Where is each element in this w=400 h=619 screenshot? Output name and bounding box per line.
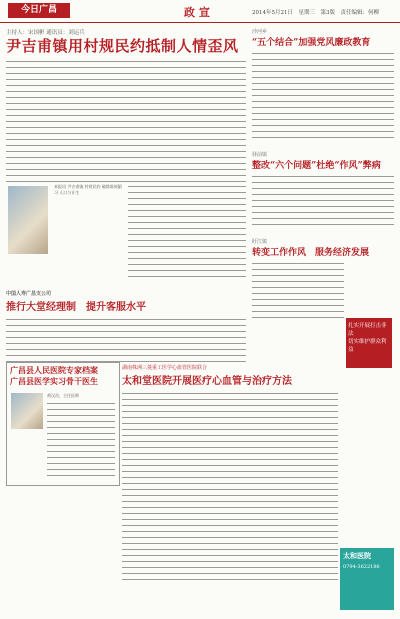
hospital-expert-box — [6, 362, 120, 486]
right2-body-text — [252, 174, 394, 230]
lead-body-text-2 — [128, 184, 246, 280]
section-title: 政 宣 — [184, 6, 210, 19]
right3-tag: 盱江镇 — [252, 239, 268, 245]
lead-kicker: 主持人：宋国彬 通讯员：刘运兵 — [6, 30, 85, 36]
dateline: 2014年5月21日 星期三 第3版 责任编辑：何柳 — [252, 10, 379, 16]
bottom-headline: 太和堂医院开展医疗心血管与治疗方法 — [122, 376, 292, 387]
hospital-title-1: 广昌县人民医院专家档案 — [10, 365, 98, 375]
banner-line-1: 扎实开展打击非法 — [348, 323, 387, 337]
right2-tag: 驿前镇 — [252, 152, 268, 158]
right1-tag: 沙河乡 — [252, 29, 268, 35]
masthead — [0, 0, 400, 23]
banner-line-2: 切实维护群众利益 — [348, 339, 387, 353]
right3-headline: 转变工作作风 服务经济发展 — [252, 248, 370, 258]
ad-title: 太和医院 — [343, 551, 371, 560]
newspaper-logo: 今日广昌 — [8, 3, 70, 18]
hospital-title-2: 广昌县医学实习骨干医生 — [10, 376, 98, 386]
lead-body-text — [6, 59, 246, 187]
mid-article — [6, 290, 246, 367]
taihe-hospital-ad — [340, 548, 394, 610]
doctor-caption: 黄汉昌，主任医师 — [47, 393, 79, 398]
lead-article — [6, 28, 246, 187]
promo-banner — [346, 318, 392, 368]
bottom-kicker: 湖南株洲三菱重工医学心血管医院联合 — [122, 365, 208, 371]
right2-headline: 整改“六个问题”杜绝“作风”弊病 — [252, 161, 381, 171]
right1-body-text — [252, 51, 394, 143]
ad-phone: 0794-3622186 — [343, 564, 380, 570]
bottom-body-text — [122, 391, 338, 581]
right3-body-text — [252, 261, 344, 319]
lead-headline: 尹吉甫镇用村规民约抵制人情歪风 — [6, 37, 239, 55]
doctor-photo — [11, 393, 43, 429]
lead-photo-caption: 本报讯 尹吉甫镇 村规民约 破除陈规陋习 人口与计生 — [54, 184, 122, 195]
mid-body-text — [6, 317, 246, 367]
lead-photo — [8, 186, 48, 254]
mid-tag: 中国人寿广昌支公司 — [6, 291, 52, 297]
right-column — [252, 28, 394, 319]
mid-headline: 推行大堂经理制 提升客服水平 — [6, 302, 146, 313]
right1-headline: “五个结合”加强党风廉政教育 — [252, 38, 371, 48]
hospital-body-text — [47, 401, 115, 479]
